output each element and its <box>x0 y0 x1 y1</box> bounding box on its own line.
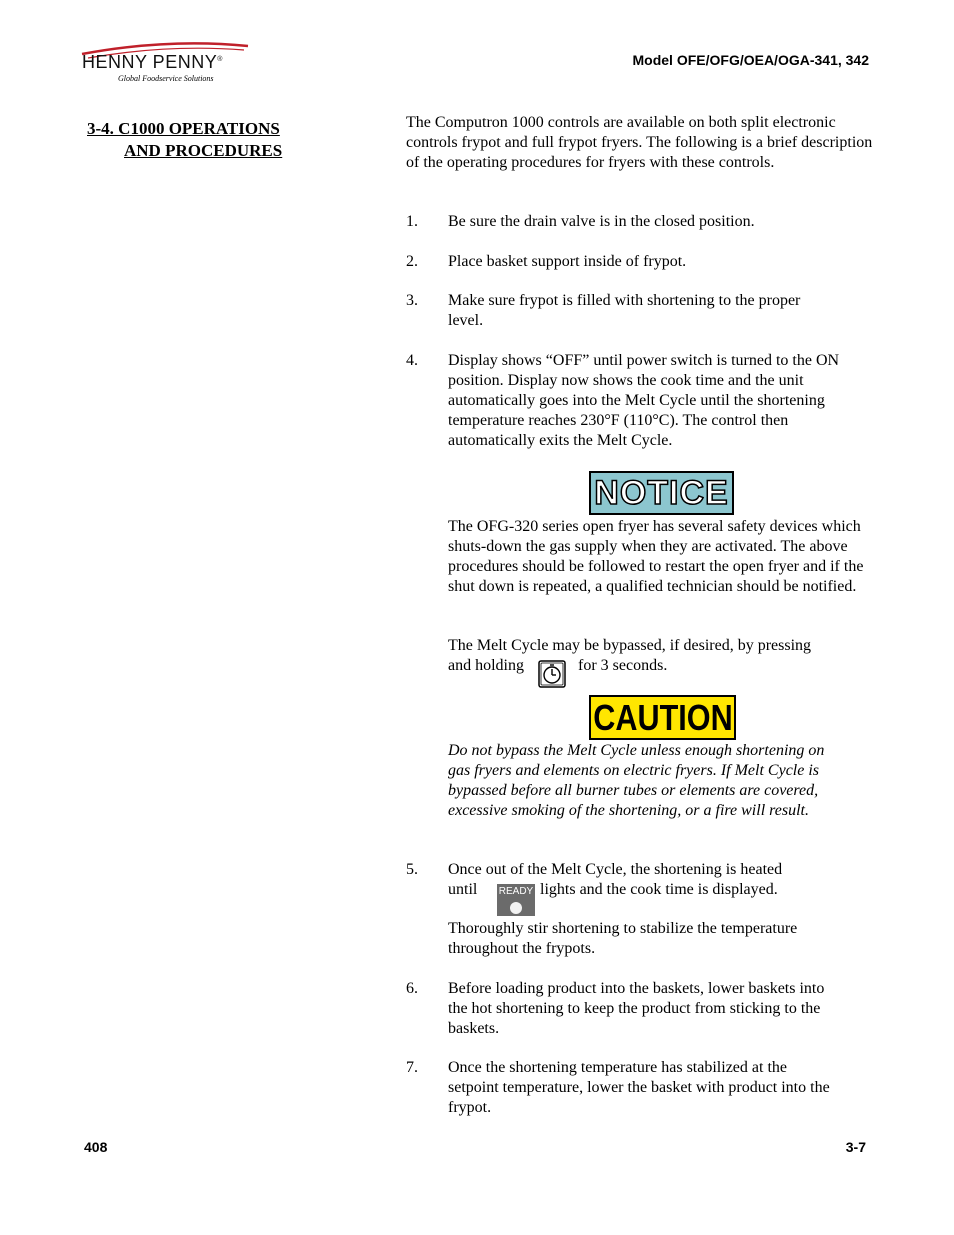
step-number: 4. <box>406 352 418 369</box>
step-text: Once the shortening temperature has stabilized at the setpoint temperature, lower the basket with product into the frypot. <box>448 1059 830 1116</box>
timer-icon <box>538 660 566 688</box>
logo-tagline: Global Foodservice Solutions <box>118 74 214 83</box>
step5-until: until <box>448 881 478 898</box>
step-text: Before loading product into the baskets, lower baskets into the hot shortening to keep the product from sticking to the baskets. <box>448 980 825 1037</box>
step5-line1: Once out of the Melt Cycle, the shortening is heated <box>448 861 783 878</box>
step5-after: lights and the cook time is displayed. <box>540 881 778 898</box>
step-number: 5. <box>406 861 418 878</box>
ready-label: READY <box>498 886 534 897</box>
intro-paragraph: The Computron 1000 controls are available on both split electronic controls frypot and full frypot fryers. The following is a brief description of the operating procedures for fryers with these controls. <box>406 114 873 171</box>
bypass-text-line2-after: for 3 seconds. <box>578 657 668 674</box>
step5-stir: Thoroughly stir shortening to stabilize the temperature throughout the frypots. <box>448 920 798 957</box>
ready-indicator-icon <box>510 902 522 914</box>
step-number: 7. <box>406 1059 418 1076</box>
caution-label: CAUTION <box>592 696 733 738</box>
step-text: Make sure frypot is filled with shortening to the proper level. <box>448 292 801 329</box>
step-text: Place basket support inside of frypot. <box>448 253 687 270</box>
notice-badge <box>589 471 734 515</box>
notice-label: NOTICE <box>594 474 729 512</box>
footer-page-number: 3-7 <box>845 1139 866 1155</box>
notice-text: The OFG-320 series open fryer has several safety devices which shuts-down the gas supply when they are activated. The above procedures should be followed to restart the open fryer and if the shut down is repeated, a qualified technician should be notified. <box>448 518 864 595</box>
bypass-text-line2-before: and holding <box>448 657 524 674</box>
step-number: 6. <box>406 980 418 997</box>
footer-doc-number: 408 <box>84 1139 108 1155</box>
step-number: 1. <box>406 213 418 230</box>
step-text: Display shows “OFF” until power switch is turned to the ON position. Display now shows the cook time and the unit automatically goes into the Melt Cycle until the shortening temperature reaches 230°F (110°C). The control then automatically exits the Melt Cycle. <box>448 352 840 449</box>
section-title-line1: 3-4. C1000 OPERATIONS <box>87 119 280 138</box>
section-title-line2: AND PROCEDURES <box>124 141 283 160</box>
caution-badge <box>589 695 736 740</box>
logo-text: HENNY PENNY® <box>82 52 223 72</box>
model-header: Model OFE/OFG/OEA/OGA-341, 342 <box>632 52 869 68</box>
caution-text: Do not bypass the Melt Cycle unless enough shortening on gas fryers and elements on electric fryers. If Melt Cycle is bypassed before all burner tubes or elements are covered, excessive smoking of the shortening, or a fire will result. <box>448 742 825 819</box>
bypass-text-line1: The Melt Cycle may be bypassed, if desired, by pressing <box>448 637 812 654</box>
section-title <box>87 118 282 162</box>
step-text: Be sure the drain valve is in the closed position. <box>448 213 755 230</box>
step-number: 3. <box>406 292 418 309</box>
ready-light-icon <box>497 884 535 916</box>
step-number: 2. <box>406 253 418 270</box>
